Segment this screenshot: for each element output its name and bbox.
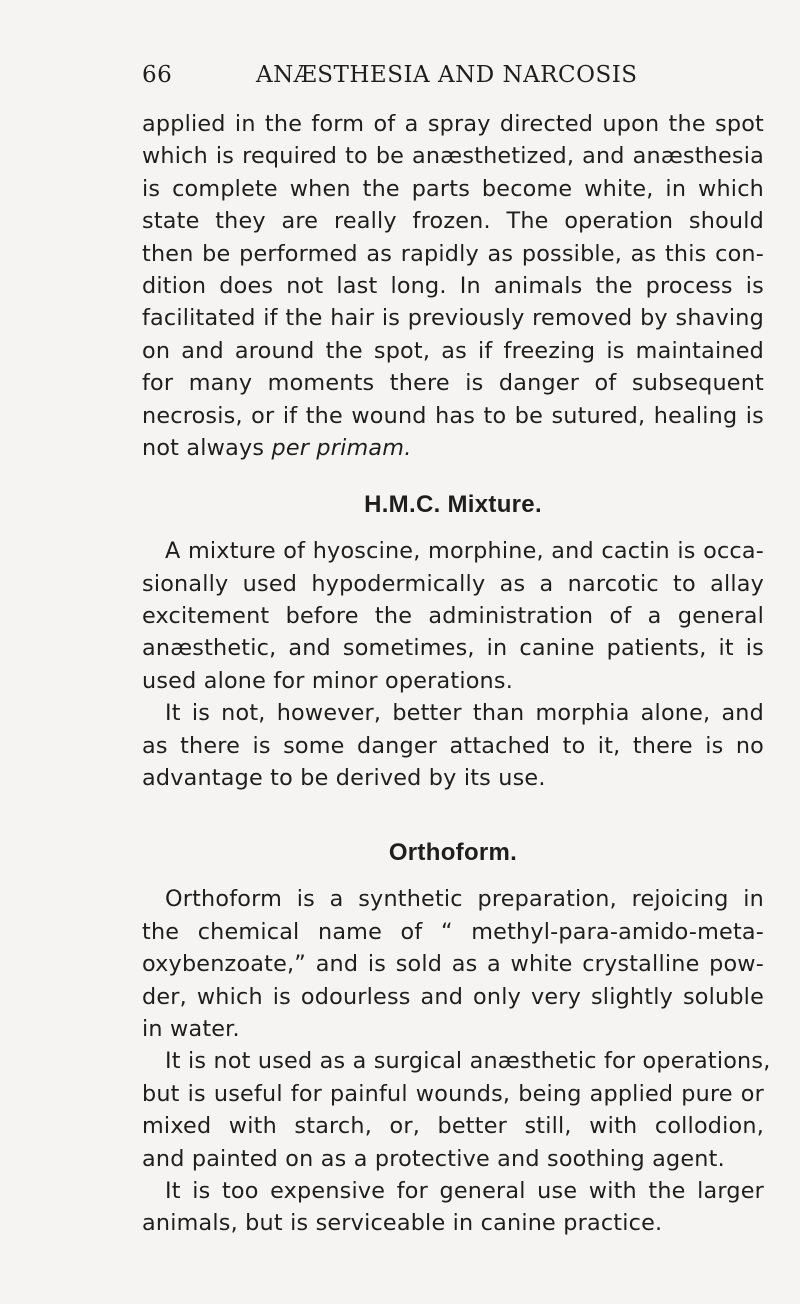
text-line: used alone for minor operations.	[142, 667, 513, 694]
text-line: the chemical name of “ methyl-para-amido-meta-	[142, 918, 764, 945]
text-line: and painted on as a protective and soothing agent.	[142, 1145, 725, 1172]
text-line: anæsthetic, and sometimes, in canine patients, it is	[142, 635, 764, 662]
text-line: necrosis, or if the wound has to be sutured, healing is	[142, 402, 764, 429]
text-line: A mixture of hyoscine, morphine, and cactin is occa-	[165, 538, 764, 565]
text-line: but is useful for painful wounds, being applied pure or	[142, 1080, 764, 1107]
text-line: for many moments there is danger of subsequent	[142, 370, 764, 397]
text-line: It is not, however, better than morphia alone, and	[165, 700, 764, 727]
running-title: ANÆSTHESIA AND NARCOSIS	[256, 62, 638, 88]
text-line: oxybenzoate,” and is sold as a white crystalline pow-	[142, 951, 764, 978]
text-line: der, which is odourless and only very slightly soluble	[142, 983, 764, 1010]
section-heading-orthoform: Orthoform.	[388, 839, 518, 867]
hmc-paragraphs	[142, 535, 764, 794]
page-number: 66	[142, 62, 173, 88]
italic-latin-phrase: per primam.	[271, 434, 412, 461]
text-line: Orthoform is a synthetic preparation, rejoicing in	[165, 886, 764, 913]
text-line: as there is some danger attached to it, there is no	[142, 732, 764, 759]
text-line: then be performed as rapidly as possible, as this con-	[142, 240, 764, 267]
orthoform-paragraphs	[142, 883, 771, 1239]
text-line: sionally used hypodermically as a narcotic to allay	[142, 570, 764, 597]
text-line: It is not used as a surgical anæsthetic for operations,	[165, 1048, 771, 1075]
text-line: excitement before the administration of a general	[142, 603, 764, 630]
text-line: It is too expensive for general use with the larger	[165, 1177, 764, 1204]
text-line: dition does not last long. In animals the process is	[142, 272, 764, 299]
text-line: mixed with starch, or, better still, with collodion,	[142, 1113, 764, 1140]
text-line: animals, but is serviceable in canine practice.	[142, 1210, 663, 1237]
text-line: is complete when the parts become white, in which	[142, 175, 764, 202]
text-fragment: not always	[142, 434, 272, 461]
text-line: on and around the spot, as if freezing is maintained	[142, 337, 764, 364]
text-line: advantage to be derived by its use.	[142, 765, 546, 792]
body-text	[142, 108, 771, 1240]
text-line: in water.	[142, 1015, 240, 1042]
text-line: facilitated if the hair is previously removed by shaving	[142, 305, 764, 332]
text-line-last	[142, 432, 764, 464]
running-head	[0, 62, 800, 96]
text-line: which is required to be anæsthetized, and anæsthesia	[142, 143, 764, 170]
section-heading-hmc: H.M.C. Mixture.	[364, 491, 542, 519]
intro-paragraph	[142, 108, 764, 464]
text-line: applied in the form of a spray directed upon the spot	[142, 111, 764, 137]
text-line: state they are really frozen. The operation should	[142, 208, 764, 235]
